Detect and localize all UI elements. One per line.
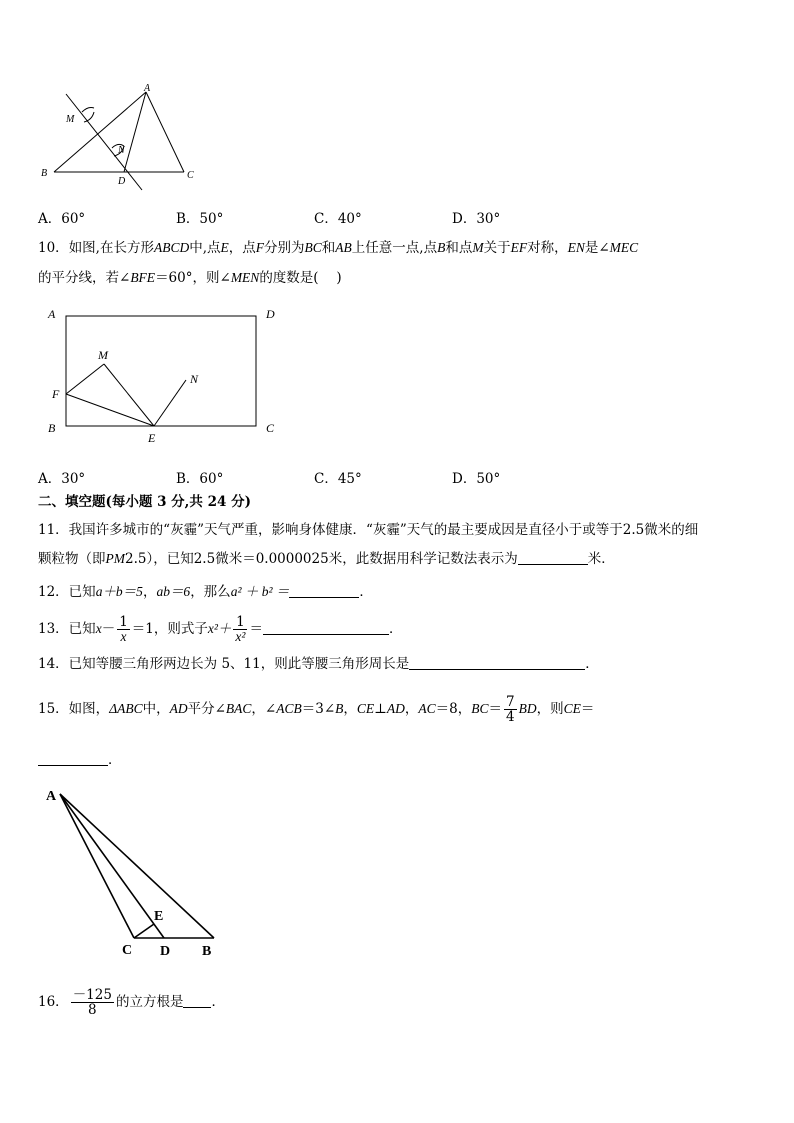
segment-fm <box>66 364 104 394</box>
label-m: M <box>66 114 75 125</box>
label-c: C <box>187 170 194 181</box>
label-c: C <box>266 421 275 435</box>
figure-q9 <box>36 82 206 194</box>
fraction-1-over-x2: $\frac{1}{\text{x²}}$ <box>235 614 246 644</box>
label-c: C <box>122 943 133 958</box>
label-d: D <box>160 944 171 959</box>
answer-blank[interactable] <box>289 583 359 598</box>
q10-option-a: A．30° <box>38 471 86 487</box>
q15-line: 15．如图，ΔABC中，AD平分∠BAC，∠ACB＝3∠B，CE⊥AD，AC＝8，BC＝ $\frac{7}{4}$ BD，则CE＝ <box>38 694 595 725</box>
segment-en <box>154 380 186 426</box>
q10-line1: 10．如图,在长方形ABCD中,点E，点F分别为BC和AB上任意一点,点B和点M关于EF对称，EN是∠MEC <box>38 240 639 256</box>
q10-line2: 的平分线，若∠BFE＝60°，则∠MEN的度数是( ) <box>38 270 342 286</box>
segment-ce <box>134 924 154 938</box>
segment-ac <box>60 794 134 938</box>
q10-option-d: D．50° <box>452 471 501 487</box>
arc-m-2 <box>84 112 94 122</box>
q10-option-c: C．45° <box>314 471 362 487</box>
label-m: M <box>98 348 108 362</box>
segment-ab <box>60 794 214 938</box>
arc-m-1 <box>82 108 94 113</box>
q9-option-d: D．30° <box>452 211 501 227</box>
answer-blank[interactable] <box>263 620 389 635</box>
segment-ab <box>54 92 146 172</box>
answer-blank[interactable] <box>518 550 588 565</box>
fraction-neg125-over-8: $\frac{-125}{8}$ <box>72 987 112 1018</box>
q14-line: 14．已知等腰三角形两边长为 5、11，则此等腰三角形周长是 ． <box>38 656 599 672</box>
label-f: F <box>52 387 60 401</box>
answer-blank[interactable] <box>183 993 211 1008</box>
q12-line: 12．已知a＋b＝5，ab＝6，那么a² ＋ b² ＝ ． <box>38 584 373 600</box>
label-n: N <box>190 372 199 386</box>
q10-option-b: B．60° <box>176 471 224 487</box>
label-b: B <box>48 421 56 435</box>
label-a: A <box>46 789 57 804</box>
figure-q10 <box>42 304 292 450</box>
q15-answer-line: ． <box>38 750 122 770</box>
answer-blank[interactable] <box>409 655 585 670</box>
q11-line1: 11．我国许多城市的“灰霾”天气严重，影响身体健康．“灰霾”天气的最主要成因是直径小于或等于2.5微米的细 <box>38 522 699 538</box>
segment-ad <box>124 92 146 172</box>
label-n: N <box>118 145 125 156</box>
label-d: D <box>118 176 126 187</box>
segment-ad <box>60 794 164 938</box>
section-title: 二、填空题(每小题 3 分,共 24 分) <box>38 494 251 510</box>
perpendicular-bisector <box>66 94 142 190</box>
q16-line: 16． $\frac{-125}{8}$ 的立方根是 ． <box>38 987 225 1018</box>
fraction-7-over-4: $\frac{7}{4}$ <box>505 694 515 725</box>
label-b: B <box>41 168 48 179</box>
label-a: A <box>48 307 56 321</box>
label-d: D <box>266 307 275 321</box>
q11-line2: 颗粒物（即PM2.5），已知2.5微米＝0.0000025米，此数据用科学记数法表示为 米． <box>38 551 615 567</box>
figure-q15 <box>40 782 230 962</box>
label-e: E <box>154 909 164 924</box>
label-b: B <box>202 944 212 959</box>
q9-option-a: A．60° <box>38 211 86 227</box>
fraction-1-over-x: $\frac{1}{x}$ <box>119 614 128 644</box>
answer-blank[interactable] <box>38 751 108 766</box>
q13-line: 13．已知x－ $\frac{1}{x}$ ＝1，则式子x²＋ $\frac{1}{\text{x²}}$ ＝ ． <box>38 614 403 644</box>
q9-option-b: B．50° <box>176 211 224 227</box>
segment-ac <box>146 92 184 172</box>
label-a: A <box>144 83 151 94</box>
label-e: E <box>148 431 156 445</box>
q9-option-c: C．40° <box>314 211 362 227</box>
